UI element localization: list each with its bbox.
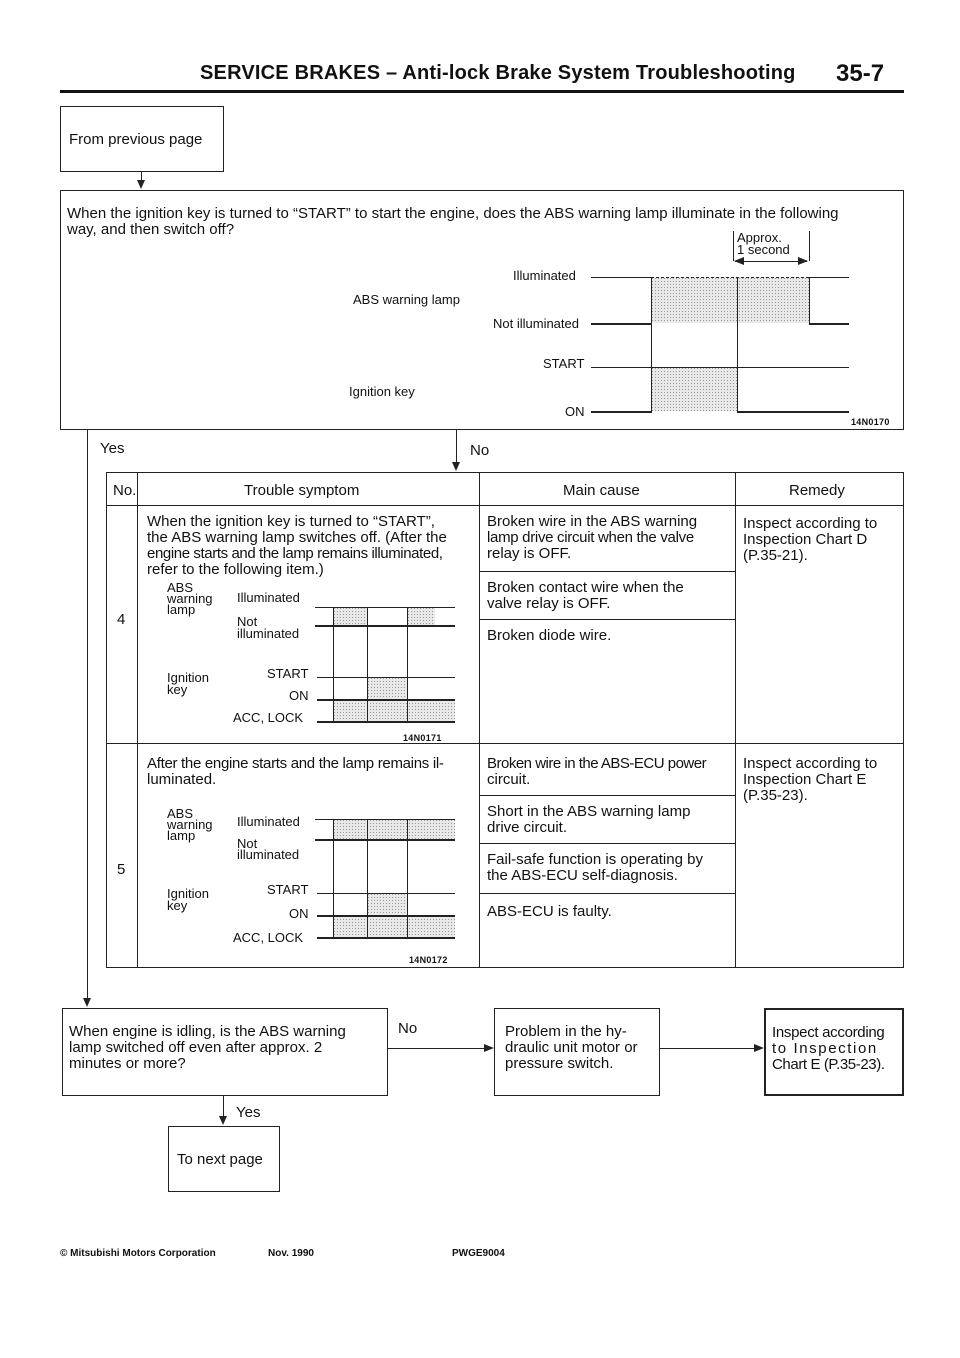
- row4-symptom-1: When the ignition key is turned to “START”,: [147, 513, 435, 530]
- fig5-acc-level: [317, 937, 455, 939]
- arrow-right-icon: [798, 257, 808, 265]
- row5-number: 5: [117, 861, 126, 878]
- question1-text-2: way, and then switch off?: [67, 221, 235, 238]
- timing-line-1: [651, 277, 652, 413]
- ignition-key-label: Ignition key: [349, 384, 415, 399]
- col-header-no: No.: [113, 482, 137, 499]
- on-label: ON: [565, 404, 585, 419]
- row5-remedy-3: (P.35-23).: [743, 787, 808, 804]
- fig4-abs: ABS: [167, 580, 194, 595]
- next-page-box: [168, 1126, 280, 1192]
- fig5-key: key: [167, 898, 188, 913]
- row5-cause-4: ABS-ECU is faulty.: [487, 903, 612, 920]
- approx-label: Approx.: [737, 230, 782, 245]
- row4-cause-1c: relay is OFF.: [487, 545, 572, 562]
- row4-cause-2a: Broken contact wire when the: [487, 579, 684, 596]
- branch-no-label: No: [470, 442, 490, 459]
- row-divider: [107, 743, 903, 744]
- lamp-illum-level-mid: [651, 277, 809, 279]
- fig4-ignition: Ignition: [167, 670, 209, 685]
- row5-cause-2b: drive circuit.: [487, 819, 568, 836]
- key-start-level: [591, 367, 849, 368]
- yes-connector-2: [223, 1096, 224, 1118]
- arrow-down-icon: [137, 180, 145, 189]
- arrow-down-icon: [219, 1116, 227, 1125]
- fig5-abs: ABS: [167, 806, 194, 821]
- fig4-on: ON: [289, 688, 309, 703]
- fig5-start-level: [317, 893, 455, 894]
- inspect-line-1: Inspect according: [772, 1024, 885, 1041]
- trouble-table: [106, 472, 904, 968]
- fig5-illuminated-2: illuminated: [237, 847, 300, 862]
- yes-connector: [87, 430, 88, 998]
- question2-line-1: When engine is idling, is the ABS warning: [69, 1023, 346, 1040]
- fig5-not: Not: [237, 836, 258, 851]
- fig5-warning: warning: [167, 817, 213, 832]
- fig4-acc-level: [317, 721, 455, 723]
- row4-number: 4: [117, 611, 126, 628]
- key-start-area: [651, 367, 737, 411]
- row5-cause-1a: Broken wire in the ABS-ECU power: [487, 755, 707, 772]
- lamp-off-level-right: [809, 323, 849, 325]
- row4-cause-3: Broken diode wire.: [487, 627, 612, 644]
- row5-cause-3a: Fail-safe function is operating by: [487, 851, 703, 868]
- key-on-level-right: [737, 411, 849, 413]
- key-on-level-left: [591, 411, 651, 413]
- fig4-start-level: [317, 677, 455, 678]
- row4-symptom-3: engine starts and the lamp remains illuminated,: [147, 545, 443, 562]
- header-rule: [60, 90, 904, 93]
- fig5-on: ON: [289, 906, 309, 921]
- footer-copyright: © Mitsubishi Motors Corporation: [60, 1248, 216, 1259]
- row4-cause-divider-1: [479, 571, 735, 572]
- fig5-t2: [367, 819, 368, 939]
- abs-warning-lamp-label: ABS warning lamp: [353, 292, 460, 307]
- row5-cause-divider-1: [479, 795, 735, 796]
- fig5-start: START: [267, 882, 309, 897]
- fig4-lamp-pulse-1: [333, 607, 367, 625]
- row4-cause-2b: valve relay is OFF.: [487, 595, 611, 612]
- fig5-acc: ACC, LOCK: [233, 930, 304, 945]
- fig5-ignition: Ignition: [167, 886, 209, 901]
- fig5-t3: [407, 819, 408, 939]
- fig4-illuminated: Illuminated: [237, 590, 300, 605]
- fig4-start: START: [267, 666, 309, 681]
- fig4-not: Not: [237, 614, 258, 629]
- problem-line-1: Problem in the hy-: [505, 1023, 627, 1040]
- no-connector: [456, 430, 457, 464]
- col-divider-1: [137, 473, 138, 967]
- fig5-code: 14N0172: [409, 955, 448, 965]
- lamp-illum-level-left: [591, 277, 651, 278]
- col-header-remedy: Remedy: [789, 482, 845, 499]
- fig4-illuminated-2: illuminated: [237, 626, 300, 641]
- header-divider: [107, 505, 903, 506]
- fig4-key-on: [333, 699, 455, 721]
- not-illuminated-label: Not illuminated: [493, 316, 579, 331]
- col-header-symptom: Trouble symptom: [244, 482, 360, 499]
- page-number: 35-7: [836, 60, 885, 87]
- row5-cause-3b: the ABS-ECU self-diagnosis.: [487, 867, 678, 884]
- row5-remedy-1: Inspect according to: [743, 755, 878, 772]
- row4-remedy-3: (P.35-21).: [743, 547, 808, 564]
- footer-date: Nov. 1990: [268, 1248, 314, 1259]
- fig5-lamp-on: [333, 819, 455, 839]
- arrow-right-icon: [484, 1044, 494, 1052]
- lamp-illum-level-right: [809, 277, 849, 278]
- fig5-off-level: [315, 839, 455, 841]
- question1-text: When the ignition key is turned to “START” to start the engine, does the ABS warning lamp illuminate in the following: [67, 205, 839, 222]
- question1-box: [60, 190, 904, 430]
- row5-symptom-2: luminated.: [147, 771, 217, 788]
- timing-line-3: [809, 277, 810, 325]
- figure-code: 14N0170: [851, 417, 890, 427]
- row5-remedy-2: Inspection Chart E: [743, 771, 867, 788]
- fig5-t1: [333, 819, 334, 939]
- lamp-off-level-left: [591, 323, 651, 325]
- fig4-on-level: [317, 699, 455, 701]
- approx-duration: 1 second: [737, 242, 790, 257]
- row4-cause-divider-2: [479, 619, 735, 620]
- fig4-t1: [333, 607, 334, 723]
- footer-code: PWGE9004: [452, 1248, 505, 1259]
- fig5-key-on: [333, 915, 455, 937]
- row5-cause-1b: circuit.: [487, 771, 531, 788]
- col-header-cause: Main cause: [563, 482, 640, 499]
- fig4-key: key: [167, 682, 188, 697]
- problem-box: [494, 1008, 660, 1096]
- start-label: START: [543, 356, 585, 371]
- approx-span-line: [735, 261, 807, 262]
- branch-yes-label: Yes: [100, 440, 125, 457]
- question2-yes-label: Yes: [236, 1104, 261, 1121]
- row5-symptom-1: After the engine starts and the lamp remains il-: [147, 755, 444, 772]
- no-connector-2: [388, 1048, 486, 1049]
- illuminated-label: Illuminated: [513, 268, 576, 283]
- fig5-lamp: lamp: [167, 828, 196, 843]
- page-title: SERVICE BRAKES – Anti-lock Brake System Troubleshooting: [200, 62, 796, 84]
- arrow-right-icon: [754, 1044, 764, 1052]
- row4-symptom-2: the ABS warning lamp switches off. (After the: [147, 529, 447, 546]
- fig4-t2: [367, 607, 368, 723]
- fig5-illuminated: Illuminated: [237, 814, 300, 829]
- problem-connector: [660, 1048, 756, 1049]
- fig4-acc: ACC, LOCK: [233, 710, 304, 725]
- row4-remedy-2: Inspection Chart D: [743, 531, 868, 548]
- row4-remedy-1: Inspect according to: [743, 515, 878, 532]
- row4-cause-1a: Broken wire in the ABS warning: [487, 513, 698, 530]
- fig4-code: 14N0171: [403, 733, 442, 743]
- from-previous-box: [60, 106, 224, 172]
- fig4-lamp-pulse-2: [407, 607, 435, 625]
- fig4-t3: [407, 607, 408, 723]
- fig5-key-start: [367, 893, 407, 915]
- question2-no-label: No: [398, 1020, 418, 1037]
- row5-cause-divider-3: [479, 893, 735, 894]
- inspect-line-2: to Inspection: [772, 1040, 878, 1057]
- arrow-down-icon: [452, 462, 460, 471]
- row5-cause-divider-2: [479, 843, 735, 844]
- row4-symptom-4: refer to the following item.): [147, 561, 324, 578]
- fig5-illum-level: [315, 819, 455, 820]
- arrow-down-icon: [83, 998, 91, 1007]
- timing-line-2: [737, 277, 738, 413]
- col-divider-3: [735, 473, 736, 967]
- fig4-lamp: lamp: [167, 602, 196, 617]
- lamp-illuminated-area: [651, 277, 809, 323]
- fig5-on-level: [317, 915, 455, 917]
- fig4-off-level: [315, 625, 455, 627]
- arrow-left-icon: [734, 257, 744, 265]
- fig4-warning: warning: [167, 591, 213, 606]
- next-page-label: To next page: [177, 1151, 263, 1168]
- fig4-illum-level: [315, 607, 455, 608]
- inspect-line-3: Chart E (P.35-23).: [772, 1056, 885, 1073]
- inspect-chart-e-box: [764, 1008, 904, 1096]
- problem-line-2: draulic unit motor or: [505, 1039, 638, 1056]
- fig4-key-start: [367, 677, 407, 699]
- from-previous-label: From previous page: [69, 131, 203, 148]
- question2-line-3: minutes or more?: [69, 1055, 186, 1072]
- row5-cause-2a: Short in the ABS warning lamp: [487, 803, 691, 820]
- approx-tick-right: [809, 231, 810, 261]
- problem-line-3: pressure switch.: [505, 1055, 614, 1072]
- question2-box: [62, 1008, 388, 1096]
- row4-cause-1b: lamp drive circuit when the valve: [487, 529, 694, 546]
- question2-line-2: lamp switched off even after approx. 2: [69, 1039, 323, 1056]
